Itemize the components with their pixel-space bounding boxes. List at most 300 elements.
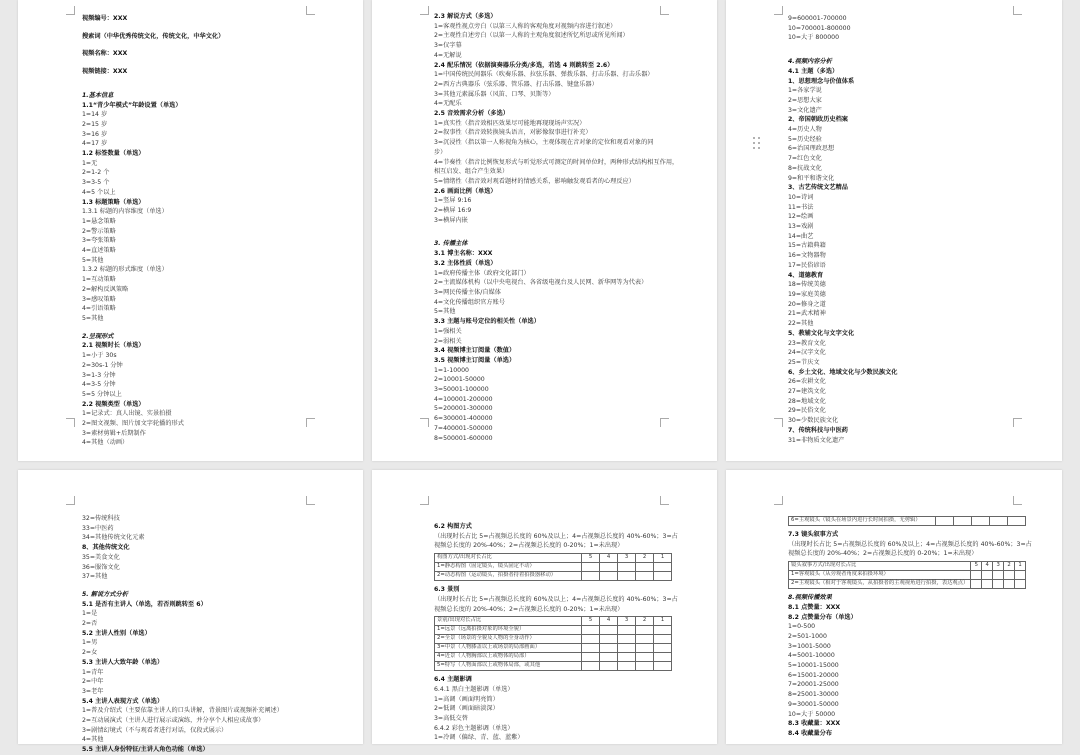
table-header-cell: 1	[1015, 562, 1026, 571]
option-line: 5=其他	[82, 256, 104, 264]
page-corner-mark	[66, 418, 75, 427]
rating-cell[interactable]	[1004, 571, 1015, 580]
option-line: 3=16 岁	[82, 130, 108, 138]
option-line: 37=其他	[82, 573, 108, 581]
option-line: 6=15001-20000	[788, 671, 839, 679]
question-heading: 3.2 主体性质（单选）	[434, 259, 497, 267]
table-row	[435, 626, 672, 635]
table-header-cell: 2	[636, 554, 654, 563]
option-line: 5=情绪性（指音效对观看题材的情感关系，影响触发观看者的心理反应）	[434, 177, 635, 185]
option-line: 1=政府传播主体（政府文化部门）	[434, 269, 530, 277]
question-heading: 1.3 标题策略（单选）	[82, 198, 145, 206]
rating-cell[interactable]	[982, 571, 993, 580]
page-corner-mark	[306, 496, 315, 505]
page-corner-mark	[774, 496, 783, 505]
option-line: 1=1-10000	[434, 366, 469, 374]
rating-cell[interactable]	[654, 662, 672, 671]
rating-cell[interactable]	[600, 662, 618, 671]
option-line: 5=200001-300000	[434, 405, 493, 413]
spacer	[82, 24, 351, 32]
option-line: 27=建筑文化	[788, 388, 826, 396]
question-heading: 视频编号：XXX	[82, 15, 128, 22]
option-line: 26=农耕文化	[788, 378, 826, 386]
option-line: 2=解构反讽策略	[82, 285, 129, 293]
option-line: 步）	[434, 148, 447, 156]
question-heading: 8.1 点赞量：XXX	[788, 603, 841, 611]
option-line: 1=竖屏 9:16	[434, 197, 472, 205]
option-line: 9=和平和谐文化	[788, 174, 835, 182]
rating-cell[interactable]	[654, 653, 672, 662]
table-header-cell: 5	[582, 554, 600, 563]
option-line: 6=治国理政思想	[788, 145, 835, 153]
rating-cell[interactable]	[654, 626, 672, 635]
option-line: 2=思想大家	[788, 96, 822, 104]
option-line: 29=民俗文化	[788, 407, 826, 415]
table-cell: 1=远景（远离拍摄对象的环境全貌）	[435, 626, 582, 635]
option-line: 14=曲艺	[788, 232, 814, 240]
option-line: 相互启发、组合产生效果）	[434, 168, 509, 176]
option-line: 3=50001-100000	[434, 386, 489, 394]
rating-cell[interactable]	[654, 644, 672, 653]
rating-cell[interactable]	[1015, 580, 1026, 589]
option-line: 16=文物器物	[788, 252, 826, 260]
table-cell: 2=动态构图（运动镜头，拍摄者持着拍摄器移动）	[435, 572, 582, 581]
page-corner-mark	[420, 6, 429, 15]
option-line: 4=其他（动画）	[82, 439, 129, 447]
rating-cell[interactable]	[618, 626, 636, 635]
table-row	[435, 572, 672, 581]
rating-cell[interactable]	[971, 580, 982, 589]
table-cell: 3=中景（人物膝盖以上或场景的局部画面）	[435, 644, 582, 653]
rating-cell[interactable]	[618, 572, 636, 581]
rating-cell[interactable]	[654, 572, 672, 581]
question-heading: 6.4 主题影调	[434, 676, 472, 684]
option-line: 2=主流媒体机构（以中央电视台、各省级电视台及人民网、新华网等为代表）	[434, 279, 648, 287]
table-header-cell: 4	[600, 617, 618, 626]
option-line: 1=客观性视点旁白（以第三人称的客观角度对视频内容进行叙述）	[434, 22, 617, 30]
section-6-4-text	[434, 675, 705, 743]
option-line: 3=素材剪辑+后期制作	[82, 429, 146, 437]
option-line: 4=其他	[82, 736, 104, 744]
option-line: 8=抗战文化	[788, 164, 822, 172]
section-heading: 1.基本信息	[82, 91, 114, 99]
rating-cell[interactable]	[972, 517, 990, 526]
rating-cell[interactable]	[600, 626, 618, 635]
spacer	[82, 41, 351, 49]
option-line: 13=戏剧	[788, 223, 814, 231]
rating-cell[interactable]	[582, 563, 600, 572]
rating-cell[interactable]	[1008, 517, 1026, 526]
rating-cell[interactable]	[618, 662, 636, 671]
table-row	[435, 644, 672, 653]
option-line: 4=100001-200000	[434, 395, 493, 403]
table-cell: 6=主观镜头（镜头在场景内进行长时间拍摄，无剪辑）	[789, 517, 936, 526]
table-row	[789, 580, 1026, 589]
option-line: 12=绘画	[788, 213, 814, 221]
rating-cell[interactable]	[654, 563, 672, 572]
option-line: 4=5 个以上	[82, 188, 116, 196]
question-heading: 5.3 主讲人大致年龄（单选）	[82, 658, 164, 666]
option-line: 10=700001-800000	[788, 24, 851, 32]
question-heading: 4.1 主题（多选）	[788, 67, 839, 75]
question-heading: 3.3 主题与账号定位的相关性（单选）	[434, 318, 540, 326]
document-page-6[interactable]	[726, 470, 1062, 744]
question-heading: 8.4 收藏量分布	[788, 729, 833, 737]
option-line: 10=诗词	[788, 193, 814, 201]
option-line: 1=悬念策略	[82, 217, 116, 225]
option-line: 6.4.1 黑白主题影调（单选）	[434, 685, 514, 693]
document-page-4[interactable]	[18, 470, 363, 754]
option-line: 4=无配乐	[434, 100, 462, 108]
table-header-cell: 4	[600, 554, 618, 563]
rating-cell[interactable]	[982, 580, 993, 589]
rating-cell[interactable]	[636, 563, 654, 572]
composition-table	[434, 553, 672, 581]
option-line: 6.4.2 彩色主题影调（单选）	[434, 724, 514, 732]
rating-cell[interactable]	[636, 662, 654, 671]
rating-cell[interactable]	[636, 644, 654, 653]
option-line: 15=古籍典籍	[788, 242, 826, 250]
spacer	[82, 59, 351, 67]
option-line: （出现时长占比 5=占视频总长度的 60%及以上；4=占视频总长度的 40%-60%；3=占	[434, 595, 678, 603]
spacer	[788, 43, 1050, 57]
option-line: 4=5001-10000	[788, 652, 835, 660]
rating-cell[interactable]	[600, 644, 618, 653]
table-row	[435, 653, 672, 662]
option-line: 33=中医药	[82, 524, 114, 532]
document-page-2[interactable]	[372, 0, 717, 461]
table-header-cell: 5	[582, 617, 600, 626]
spacer	[82, 582, 351, 590]
option-line: 4=节奏性（指音比例恢复形式与听觉形式可测定的时间单位时，两种形式结构相互作用，	[434, 158, 679, 166]
option-line: 2=10001-50000	[434, 376, 485, 384]
table-cell: 1=静态构图（固定镜头，镜头固定不动）	[435, 563, 582, 572]
section-8-text	[788, 593, 1050, 739]
page-text	[434, 522, 705, 743]
option-line: 25=节庆文	[788, 358, 820, 366]
option-line: 20=修身之道	[788, 300, 826, 308]
option-line: 17=民俗谚语	[788, 261, 826, 269]
option-line: 5=10001-15000	[788, 662, 839, 670]
option-line: 8=500001-600000	[434, 434, 493, 442]
question-heading: 2.3 解说方式（多选）	[434, 13, 497, 20]
option-line: 2=1-2 个	[82, 169, 110, 177]
option-line: 9=600001-700000	[788, 15, 847, 22]
rating-cell[interactable]	[990, 517, 1008, 526]
section-6-2-text	[434, 522, 705, 551]
table-header-cell: 镜头叙事方式/出现对长占比	[789, 562, 971, 571]
option-line: 5=其他	[434, 308, 456, 316]
rating-cell[interactable]	[993, 571, 1004, 580]
table-cell: 2=主观镜头（相对于客观镜头，从拍摄者的主观视角进行拍摄，表达观点）	[789, 580, 971, 589]
rating-cell[interactable]	[582, 662, 600, 671]
table-header-cell: 5	[971, 562, 982, 571]
option-line: 19=家庭美德	[788, 290, 826, 298]
table-header-cell: 景别/出现对长占比	[435, 617, 582, 626]
question-heading: 3、古艺传统文艺精品	[788, 184, 848, 192]
option-line: 1=男	[82, 639, 98, 647]
question-heading: 8.3 收藏量：XXX	[788, 720, 841, 728]
option-line: 3=1001-5000	[788, 642, 831, 650]
question-heading: 2.6 画面比例（单选）	[434, 187, 497, 195]
table-header-row	[435, 617, 672, 626]
table-row	[435, 635, 672, 644]
rating-cell[interactable]	[971, 571, 982, 580]
option-line: 3=网民传播主体/自媒体	[434, 288, 501, 296]
question-heading: 搜索词（中华优秀传统文化，传统文化，中华文化）	[82, 32, 225, 40]
option-line: 2=横屏 16:9	[434, 207, 472, 215]
table-header-cell: 3	[618, 554, 636, 563]
option-line: 10=大于 50000	[788, 710, 836, 718]
option-line: 3=1-3 分钟	[82, 371, 116, 379]
option-line: 2=警示策略	[82, 227, 116, 235]
question-heading: 5、教辅文化与文字文化	[788, 329, 855, 337]
option-line: 1=0-500	[788, 623, 816, 631]
rating-cell[interactable]	[993, 580, 1004, 589]
option-line: 2=女	[82, 649, 98, 657]
table-row	[789, 517, 1026, 526]
narrative-shot-table	[788, 561, 1026, 589]
option-line: 3=仅字幕	[434, 42, 462, 50]
option-line: 2=图文视频、图片加文字轮播的形式	[82, 420, 184, 428]
option-line: 4=直述策略	[82, 247, 116, 255]
question-heading: 8、其他传统文化	[82, 544, 130, 552]
option-line: 3=其他元素属乐器（风笛、口琴、贝斯等）	[434, 90, 555, 98]
option-line: 21=武术精神	[788, 310, 826, 318]
document-page-1[interactable]	[18, 0, 363, 461]
option-line: 22=其他	[788, 320, 814, 328]
section-heading: 8.视频传播效果	[788, 594, 832, 602]
rating-cell[interactable]	[600, 653, 618, 662]
option-line: 1=中国传统民间器乐（吹奏乐器、拉弦乐器、弹拨乐器、打击乐器、打击乐器）	[434, 71, 654, 79]
page-text	[788, 514, 1050, 739]
section-7-3-text	[788, 530, 1050, 559]
section-heading: 2.呈现形式	[82, 332, 114, 340]
section-heading: 3. 传播主体	[434, 240, 468, 248]
option-line: 1=普及介绍式（主要依靠主讲人的口头讲解，背景图片或视频补充阐述）	[82, 707, 283, 715]
page-corner-mark	[66, 496, 75, 505]
option-line: 1=小于 30s	[82, 352, 117, 360]
table-header-cell: 3	[618, 617, 636, 626]
question-heading: 1.2 标签数量（单选）	[82, 150, 145, 158]
continued-table	[788, 516, 1026, 526]
rating-cell[interactable]	[654, 635, 672, 644]
option-line: 1=真实性（指音效相匹效果尽可能地再现现场声实况）	[434, 119, 586, 127]
option-line: 3=夸张策略	[82, 237, 116, 245]
section-heading: 5. 解说方式分析	[82, 590, 128, 598]
option-line: 24=汉字文化	[788, 349, 826, 357]
rating-cell[interactable]	[1004, 580, 1015, 589]
option-line: 1=冷调（偏绿、青、蓝、蓝紫）	[434, 734, 524, 742]
option-line: 9=30001-50000	[788, 700, 839, 708]
option-line: 2=30s-1 分钟	[82, 361, 123, 369]
option-line: 4=文化传播组织官方账号	[434, 298, 505, 306]
rating-cell[interactable]	[636, 572, 654, 581]
page-text	[82, 514, 351, 755]
option-line: 4=引语策略	[82, 305, 116, 313]
option-line: 5=历史经验	[788, 135, 822, 143]
option-line: 30=少数民族文化	[788, 417, 839, 425]
option-line: 8=25001-30000	[788, 691, 839, 699]
spacer	[82, 77, 351, 91]
page-text	[788, 14, 1050, 445]
rating-cell[interactable]	[636, 653, 654, 662]
option-line: 2=主观性自述旁白（以第一人称的主观角度叙述所忆所思或所见所闻）	[434, 32, 629, 40]
option-line: 3=剧情幻境式（不与观看者进行对话，仅段式展示）	[82, 726, 228, 734]
option-line: 7=红色文化	[788, 155, 822, 163]
page-corner-mark	[660, 496, 669, 505]
table-header-cell: 4	[982, 562, 993, 571]
option-line: 3=老年	[82, 687, 104, 695]
option-line: 2=西方古典器乐（弦乐器、管乐器、打击乐器、键盘乐器）	[434, 80, 598, 88]
table-row	[435, 563, 672, 572]
question-heading: 2.4 配乐情况（依据演奏器乐分类/多选，若选 4 则跳转至 2.6）	[434, 61, 614, 69]
option-line: 36=服饰文化	[82, 563, 120, 571]
question-heading: 3.1 博主名称：XXX	[434, 250, 493, 258]
table-cell: 5=特写（人物面部以上或物体局部，或其他	[435, 662, 582, 671]
question-heading: 2.5 音效需求分析（多选）	[434, 110, 509, 118]
rating-cell[interactable]	[1015, 571, 1026, 580]
rating-cell[interactable]	[636, 626, 654, 635]
page-corner-mark	[420, 496, 429, 505]
option-line: 1=高调（画面明亮简）	[434, 695, 499, 703]
table-cell: 4=近景（人物胸部以上或物体的局部）	[435, 653, 582, 662]
question-heading: 1、思想理念与价值体系	[788, 77, 855, 85]
option-line: 2=中年	[82, 678, 104, 686]
option-line: 1=青年	[82, 668, 104, 676]
rating-cell[interactable]	[936, 517, 954, 526]
option-line: 6=300001-400000	[434, 415, 493, 423]
rating-cell[interactable]	[582, 635, 600, 644]
option-line: 2=叙事性（指音效转换镜头语言，对影像叙事进行补充）	[434, 129, 592, 137]
option-line: 1.3.1 标题的内容维度（单选）	[82, 208, 168, 216]
option-line: 3=沉浸性（指以第一人称视角为核心，主观体现在音对象的定位和观看对象的同	[434, 139, 654, 147]
question-heading: 6.3 景别	[434, 586, 460, 594]
rating-cell[interactable]	[618, 644, 636, 653]
option-line: 7=400001-500000	[434, 424, 493, 432]
option-line: 1=互动策略	[82, 276, 116, 284]
table-cell: 1=客观镜头（从旁观者角度来拍摄环境）	[789, 571, 971, 580]
document-page-5[interactable]	[372, 470, 717, 744]
question-heading: 5.4 主讲人表现方式（单选）	[82, 697, 164, 705]
option-line: 视频总长度的 20%-40%；2=占视频总长度的 0-20%；1=未出现）	[434, 542, 624, 550]
option-line: （出现时长占比 5=占视频总长度的 60%及以上；4=占视频总长度的 40%-60%；3=占	[788, 540, 1032, 548]
option-line: 34=其他传统文化元素	[82, 534, 145, 542]
question-heading: 4、道德教育	[788, 271, 824, 279]
question-heading: 8.2 点赞量分布（单选）	[788, 613, 857, 621]
question-heading: 视频链接：XXX	[82, 68, 128, 76]
option-line: 18=传统美德	[788, 281, 826, 289]
rating-cell[interactable]	[618, 635, 636, 644]
option-line: 1=无	[82, 159, 98, 167]
table-header-cell: 构图方式/出现对长占比	[435, 554, 582, 563]
rating-cell[interactable]	[582, 626, 600, 635]
section-heading: 4.视频内容分析	[788, 58, 832, 66]
table-cell: 2=全景（场景的全貌及人物的全身动作）	[435, 635, 582, 644]
table-header-cell: 1	[654, 617, 672, 626]
option-line: 2=501-1000	[788, 632, 827, 640]
question-heading: 5.2 主讲人性别（单选）	[82, 629, 151, 637]
table-header-cell: 2	[1004, 562, 1015, 571]
option-line: 4=无解说	[434, 51, 462, 59]
document-page-3[interactable]	[726, 0, 1062, 461]
page-corner-mark	[420, 418, 429, 427]
option-line: 2=弱相关	[434, 337, 462, 345]
option-line: 31=非物质文化遗产	[788, 436, 845, 444]
question-heading: 3.4 视频博主订阅量（数值）	[434, 347, 516, 355]
question-heading: 5.5 主讲人身份特征/主讲人角色功能（单选）	[82, 746, 209, 754]
question-heading: 视频名称：XXX	[82, 50, 128, 58]
option-line: 1.3.2 标题的形式维度（单选）	[82, 266, 168, 274]
option-line: 1=是	[82, 610, 98, 618]
table-header-cell: 1	[654, 554, 672, 563]
option-line: 4=17 岁	[82, 140, 108, 148]
option-line: 2=15 岁	[82, 120, 108, 128]
section-6-3-text	[434, 585, 705, 614]
option-line: 4=3-5 分钟	[82, 381, 116, 389]
page-text	[434, 12, 705, 443]
option-line: 2=互动展演式（主讲人进行展示或演练，并分享个人相应成故事）	[82, 717, 265, 725]
option-line: 4=历史人物	[788, 126, 822, 134]
option-line: （出现时长占比 5=占视频总长度的 60%及以上；4=占视频总长度的 40%-60%；3=占	[434, 532, 678, 540]
page-corner-mark	[774, 418, 783, 427]
option-line: 5=其他	[82, 314, 104, 322]
option-line: 23=教育文化	[788, 339, 826, 347]
question-heading: 3.5 视频博主订阅量（单选）	[434, 356, 516, 364]
option-line: 3=3-5 个	[82, 179, 110, 187]
question-heading: 2、帝国朝政历史档案	[788, 116, 848, 124]
option-line: 3=横屏内嵌	[434, 216, 468, 224]
rating-cell[interactable]	[582, 572, 600, 581]
option-line: 11=书法	[788, 203, 814, 211]
shot-scale-table	[434, 616, 672, 671]
option-line: 28=地域文化	[788, 397, 826, 405]
question-heading: 6.2 构图方式	[434, 523, 472, 530]
spacer	[82, 324, 351, 332]
page-text	[82, 14, 351, 448]
rating-cell[interactable]	[600, 635, 618, 644]
drag-handle-icon[interactable]	[753, 137, 761, 151]
rating-cell[interactable]	[618, 653, 636, 662]
option-line: 1=记录式：真人出镜、实景拍摄	[82, 410, 172, 418]
question-heading: 5.1 是否有主讲人（单选，若否则跳转至 6）	[82, 600, 207, 608]
option-line: 7=20001-25000	[788, 681, 839, 689]
option-line: 1=各家学说	[788, 87, 822, 95]
rating-cell[interactable]	[636, 635, 654, 644]
option-line: 10=大于 800000	[788, 34, 840, 42]
spacer	[434, 225, 705, 239]
rating-cell[interactable]	[582, 653, 600, 662]
question-heading: 7.3 镜头叙事方式	[788, 531, 839, 538]
question-heading: 1.1“青少年模式”年龄设置（单选）	[82, 101, 182, 109]
rating-cell[interactable]	[600, 572, 618, 581]
question-heading: 6、乡土文化、地域文化与少数民族文化	[788, 368, 898, 376]
option-line: 1=14 岁	[82, 111, 108, 119]
option-line: 3=高低交替	[434, 715, 468, 723]
page-corner-mark	[66, 6, 75, 15]
table-row	[789, 571, 1026, 580]
rating-cell[interactable]	[582, 644, 600, 653]
option-line: 视频总长度的 20%-40%；2=占视频总长度的 0-20%；1=未出现）	[434, 605, 624, 613]
question-heading: 2.1 视频时长（单选）	[82, 342, 145, 350]
option-line: 5=5 分钟以上	[82, 390, 122, 398]
option-line: 3=感叹策略	[82, 295, 116, 303]
page-corner-mark	[1013, 496, 1022, 505]
rating-cell[interactable]	[954, 517, 972, 526]
table-header-cell: 2	[636, 617, 654, 626]
rating-cell[interactable]	[618, 563, 636, 572]
rating-cell[interactable]	[600, 563, 618, 572]
